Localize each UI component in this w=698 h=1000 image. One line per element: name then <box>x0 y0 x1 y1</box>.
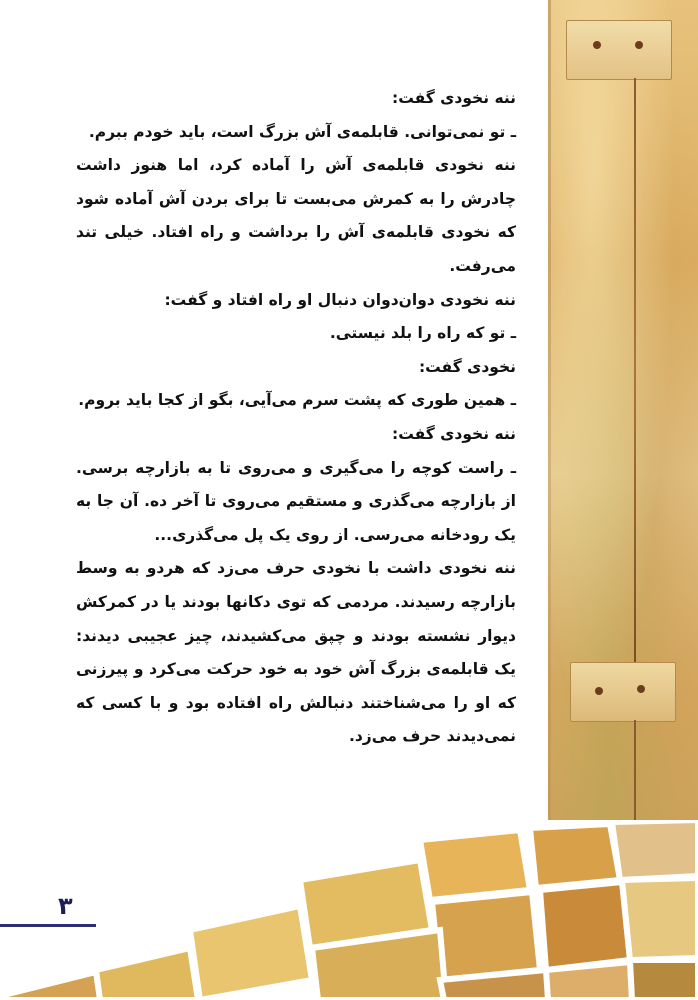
paragraph: ننه نخودی گفت: <box>392 424 516 443</box>
paragraph: ـ تو نمی‌توانی. قابلمه‌ی آش بزرگ است، باید خودم ببرم. <box>88 122 516 141</box>
paragraph: ننه نخودی گفت: <box>392 89 516 107</box>
page-number: ۳ <box>58 892 73 920</box>
paragraph: ـ راست کوچه را می‌گیری و می‌روی تا به بازارچه برسی. از بازارچه می‌گذری و مستقیم می‌روی تا آخر ده. آن جا به یک رودخانه می‌رسی. از روی یک پل می‌گذری... <box>76 458 516 544</box>
bottom-plank <box>570 662 676 722</box>
paragraph: نخودی گفت: <box>418 357 516 376</box>
nail-icon <box>635 41 643 49</box>
wooden-panel-illustration <box>548 0 698 862</box>
story-text <box>76 82 516 754</box>
nail-icon <box>595 687 603 695</box>
wood-crack <box>634 78 636 662</box>
nail-icon <box>593 41 601 49</box>
top-plank <box>566 20 672 80</box>
paragraph: ـ همین طوری که پشت سرم می‌آیی، بگو از کجا باید بروم. <box>78 391 516 410</box>
panel-edge <box>548 0 551 862</box>
paragraph: ننه نخودی قابلمه‌ی آش را آماده کرد، اما هنوز داشت چادرش را به کمرش می‌بست تا برای بردن آش آماده شود که نخودی قابلمه‌ی آش را برداشت و راه افتاد. خیلی تند می‌رفت. <box>76 156 516 275</box>
page-number-underline <box>0 924 96 927</box>
tile-mosaic-illustration <box>0 820 698 1000</box>
paragraph: ـ تو که راه را بلد نیستی. <box>329 324 516 343</box>
nail-icon <box>637 685 645 693</box>
paragraph: ننه نخودی دوان‌دوان دنبال او راه افتاد و گفت: <box>164 290 516 309</box>
paragraph: ننه نخودی داشت با نخودی حرف می‌زد که هردو به وسط بازارچه رسیدند. مردمی که توی دکانها بودند یا در کمرکش دیوار نشسته بودند و چپق می‌کشیدند، چیز عجیبی دیدند: یک قابلمه‌ی بزرگ آش خود به خود حرکت می‌کرد و پیرزنی که او را می‌شناختند دنبالش راه افتاده بود و با کسی که نمی‌دیدند حرف می‌زد. <box>76 559 516 746</box>
